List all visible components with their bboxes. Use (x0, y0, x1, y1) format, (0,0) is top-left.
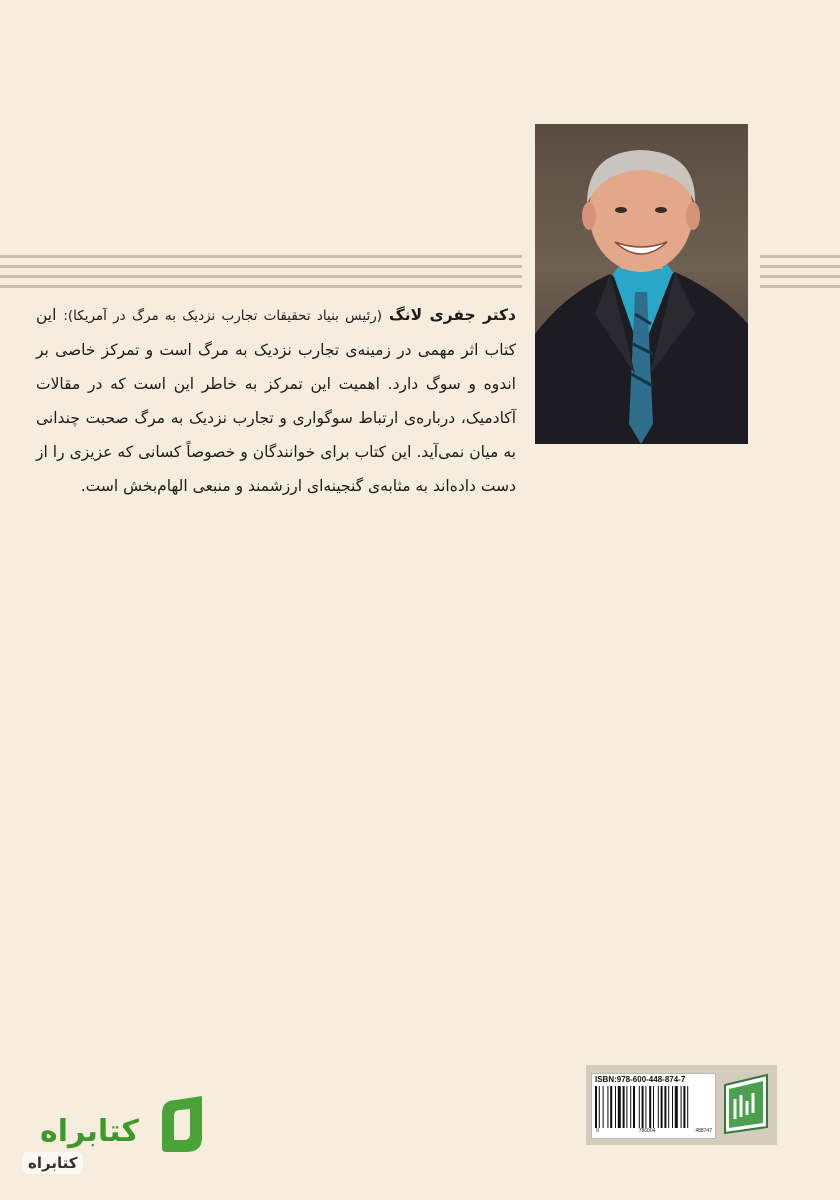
publisher-logo-icon (721, 1071, 771, 1137)
barcode-digit-group: 488747 (695, 1128, 712, 1134)
decorative-stripes-right (760, 255, 840, 295)
quote-author-affiliation: (رئیس بنیاد تحقیقات تجارب نزدیک به مرگ در آمریکا): (63, 308, 383, 324)
quote-author-name: دکتر جفری لانگ (388, 306, 516, 324)
watermark (10, 1090, 210, 1190)
barcode-panel (586, 1065, 777, 1145)
barcode-digit-group: 786004 (638, 1128, 656, 1134)
decorative-stripes-left (0, 255, 522, 295)
author-quote (36, 298, 516, 503)
barcode-digit-group: 9 (596, 1128, 599, 1134)
quote-body: این کتاب اثر مهمی در زمینه‌ی تجارب نزدیک به مرگ است و تمرکز خاصی بر اندوه و سوگ دارد. اهمیت این تمرکز به خاطر این است که در مقالات آکادمیک، درباره‌ی ارتباط سوگواری و تجارب نزدیک به مرگ صحبت چندانی به میان نمی‌آید. این کتاب برای خوانندگان و خصوصاً کسانی که عزیزی را از دست داده‌اند به مثابه‌ی گنجینه‌ای ارزشمند و منبعی الهام‌بخش است. (36, 306, 516, 495)
isbn-barcode (591, 1073, 716, 1139)
watermark-logo-text: کتابراه (40, 1114, 139, 1149)
barcode-digits (596, 1128, 712, 1134)
isbn-text: ISBN:978-600-448-874-7 (595, 1075, 686, 1084)
barcode-bars (595, 1086, 712, 1128)
book-leaf-icon (156, 1094, 208, 1156)
author-photo (535, 124, 748, 444)
watermark-small-text: کتابراه (22, 1152, 83, 1174)
